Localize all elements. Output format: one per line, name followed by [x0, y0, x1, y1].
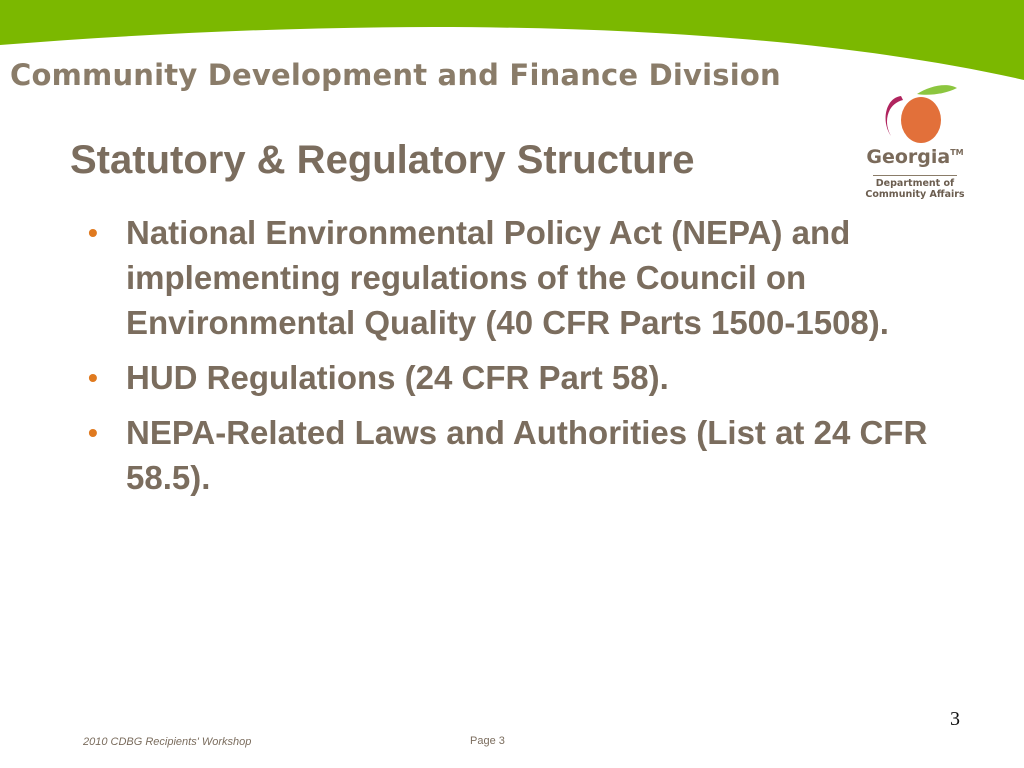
logo-divider	[873, 175, 957, 176]
peach-icon	[877, 78, 957, 148]
bullet-marker: •	[88, 217, 98, 248]
division-title: Community Development and Finance Division	[10, 58, 781, 92]
bullet-list	[88, 210, 928, 510]
footer-workshop-label: 2010 CDBG Recipients' Workshop	[83, 736, 252, 748]
slide-title: Statutory & Regulatory Structure	[70, 138, 695, 182]
bullet-marker: •	[88, 417, 98, 448]
bullet-marker: •	[88, 362, 98, 393]
logo-wordmark: Georgia™	[866, 146, 964, 168]
logo-subtitle: Department of Community Affairs	[865, 178, 965, 200]
bullet-item	[88, 355, 928, 400]
bullet-item	[88, 410, 928, 500]
bullet-item	[88, 210, 928, 345]
bullet-text: National Environmental Policy Act (NEPA) and implementing regulations of the Council on Environmental Quality (40 CFR Parts 1500-1508).	[126, 214, 889, 341]
bullet-text: HUD Regulations (24 CFR Part 58).	[126, 359, 669, 396]
footer-page-label: Page 3	[470, 735, 505, 747]
bullet-text: NEPA-Related Laws and Authorities (List at 24 CFR 58.5).	[126, 414, 928, 496]
georgia-dca-logo	[855, 78, 975, 204]
slide-number: 3	[950, 708, 960, 730]
